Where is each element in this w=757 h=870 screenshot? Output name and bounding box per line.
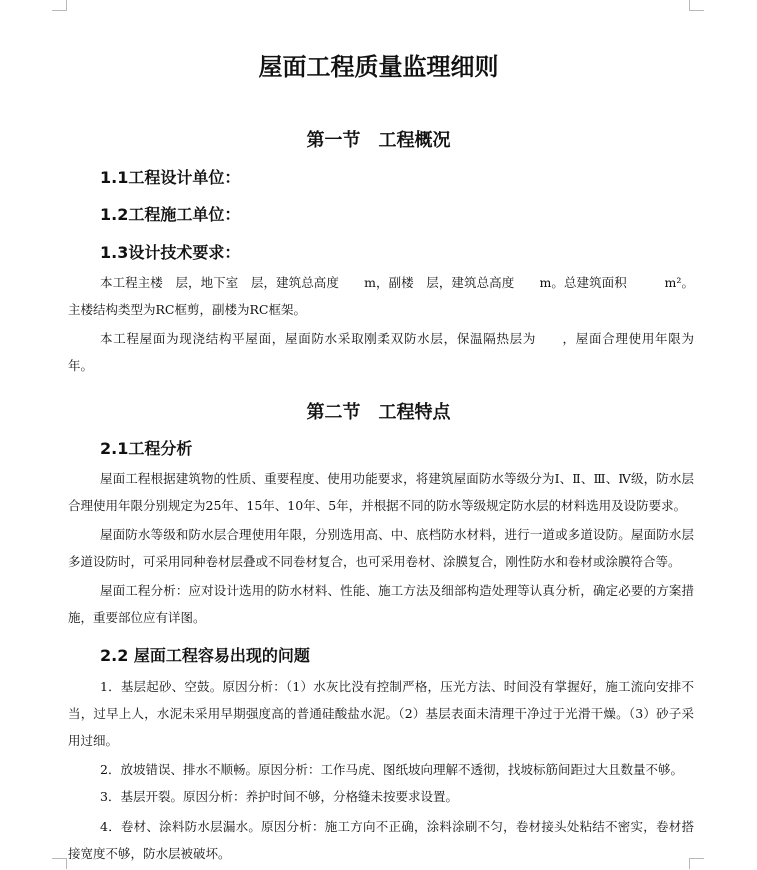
- section-1-heading: 第一节 工程概况: [306, 130, 451, 151]
- page-corner-mark-bottom-left: [52, 858, 67, 869]
- subsection-2-2-heading: 2.2 屋面工程容易出现的问题: [100, 646, 310, 665]
- paragraph-roof-analysis: 屋面工程分析：应对设计选用的防水材料、性能、施工方法及细部构造处理等认真分析，确定必要的方案措施，重要部位应有详图。: [68, 583, 694, 625]
- subsection-2-1-heading: 2.1工程分析: [100, 439, 193, 458]
- subsection-1-3-heading: 1.3设计技术要求：: [100, 243, 241, 262]
- paragraph-building-overview: 本工程主楼 层，地下室 层，建筑总高度 m，副楼 层，建筑总高度 m。总建筑面积 m²。主楼结构类型为RC框剪，副楼为RC框架。: [68, 275, 694, 317]
- document-title: 屋面工程质量监理细则: [258, 53, 499, 81]
- list-item-problem-1: 1．基层起砂、空鼓。原因分析：（1）水灰比没有控制严格，压光方法、时间没有掌握好，施工流向安排不当，过早上人，水泥未采用早期强度高的普通硅酸盐水泥。（2）基层表面未清理干净过于光滑干燥。（3）砂子采用过细。: [68, 679, 694, 748]
- paragraph-material-selection: 屋面防水等级和防水层合理使用年限，分别选用高、中、底档防水材料，进行一道或多道设防。屋面防水层多道设防时，可采用同种卷材层叠或不同卷材复合，也可采用卷材、涂膜复合，刚性防水和卷材或涂膜符合等。: [68, 527, 694, 569]
- list-item-problem-2: 2．放坡错误、排水不顺畅。原因分析：工作马虎、图纸坡向理解不透彻，找坡标筋间距过大且数量不够。: [100, 762, 683, 777]
- paragraph-roof-description: 本工程屋面为现浇结构平屋面，屋面防水采取刚柔双防水层，保温隔热层为 ，屋面合理使用年限为 年。: [68, 331, 720, 373]
- section-2-heading: 第二节 工程特点: [306, 402, 451, 423]
- subsection-1-2-heading: 1.2工程施工单位：: [100, 205, 241, 224]
- subsection-1-1-heading: 1.1工程设计单位：: [100, 168, 241, 187]
- page-corner-mark-top-right: [689, 0, 704, 11]
- list-item-problem-4: 4．卷材、涂料防水层漏水。原因分析：施工方向不正确，涂料涂刷不匀，卷材接头处粘结不密实，卷材搭接宽度不够，防水层被破坏。: [68, 819, 694, 861]
- paragraph-waterproof-grades: 屋面工程根据建筑物的性质、重要程度、使用功能要求，将建筑屋面防水等级分为Ⅰ、Ⅱ、Ⅲ、Ⅳ级，防水层合理使用年限分别规定为25年、15年、10年、5年，并根据不同的防水等级规定防水层的材料选用及设防要求。: [68, 471, 694, 513]
- list-item-problem-3: 3．基层开裂。原因分析：养护时间不够，分格缝未按要求设置。: [100, 789, 458, 804]
- page-corner-mark-top-left: [52, 0, 67, 11]
